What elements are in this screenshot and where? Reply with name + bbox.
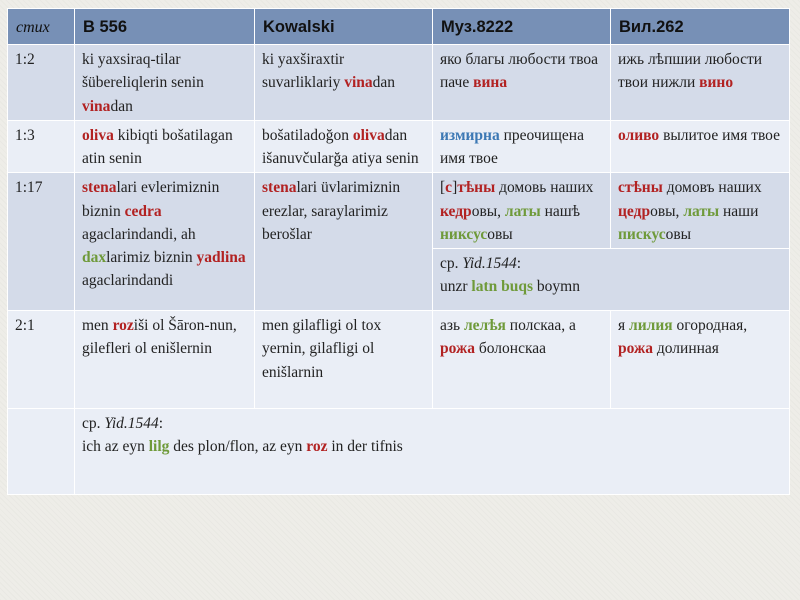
- cell-text: домовь наших: [495, 179, 594, 197]
- cell-text: :: [158, 415, 164, 432]
- muz8222-cell: [433, 311, 611, 409]
- header-vil262: Вил.262: [611, 9, 790, 45]
- cell-text: dan: [110, 97, 133, 115]
- cell-text: овы,: [650, 202, 684, 220]
- vil262-cell: [611, 45, 790, 121]
- cell-text: men gilafligi ol tox yernin, gilafligi ol enišlarnin: [262, 317, 382, 381]
- cell-text: agaclarindandi, ah: [82, 225, 196, 243]
- cell-text: ki yaxširaxtir suvarliklariy: [262, 51, 345, 92]
- cell-text: larimiz biznin: [106, 249, 197, 266]
- cell-text: [: [440, 179, 446, 197]
- cell-text: овы: [487, 225, 513, 243]
- source-ref: Yid.1544: [462, 255, 517, 272]
- cell-text: ср.: [82, 415, 105, 432]
- verse-cell: 2:1: [8, 311, 75, 409]
- cell-text: iši ol Šāron-nun, gilefleri ol enišlernin: [82, 317, 237, 358]
- kowalski-cell: [255, 45, 433, 121]
- highlight-red: вина: [473, 74, 508, 92]
- highlight-green: лилия: [629, 317, 673, 334]
- yiddish-note-cell: [433, 249, 790, 311]
- kowalski-cell: [255, 311, 433, 409]
- cell-text: ich az eyn: [82, 438, 149, 456]
- cell-text: наши: [719, 202, 759, 220]
- cell-text: lari evlerimiznin biznin: [82, 179, 220, 220]
- vil262-cell: [611, 120, 790, 173]
- highlight-red: vina: [344, 74, 373, 92]
- cell-text: dan: [372, 74, 396, 92]
- kowalski-cell: [255, 173, 433, 311]
- highlight-green: dax: [82, 249, 107, 266]
- cell-text: dan išanuvčularğa atiya senin: [262, 126, 419, 167]
- cell-text: agaclarindandi: [82, 272, 174, 290]
- cell-text: овы: [665, 225, 692, 243]
- b556-cell: [75, 311, 255, 409]
- verse-cell: 1:3: [8, 120, 75, 173]
- highlight-green: латы: [683, 202, 720, 220]
- highlight-green: lilg: [148, 438, 170, 456]
- highlight-red: oliva: [352, 126, 385, 144]
- empty-verse-cell: [8, 409, 75, 495]
- table-row: [8, 409, 790, 495]
- table-row: [8, 173, 790, 249]
- highlight-red: roz: [112, 317, 134, 334]
- cell-text: in der tifnis: [327, 438, 403, 456]
- cell-text: долинная: [652, 340, 719, 358]
- cell-text: преочищена имя твое: [440, 126, 584, 167]
- cell-text: овы,: [471, 202, 505, 220]
- highlight-red: цедр: [618, 202, 651, 220]
- cell-text: нашѣ: [540, 202, 581, 220]
- cell-text: men: [82, 317, 113, 334]
- cell-text: boymn: [533, 278, 580, 296]
- header-row: [8, 9, 790, 45]
- yiddish-note-cell: [75, 409, 790, 495]
- highlight-green: latn buqs: [471, 278, 534, 296]
- b556-cell: [75, 173, 255, 311]
- highlight-red: с: [445, 179, 453, 197]
- cell-text: вылитое имя твое: [659, 126, 781, 144]
- highlight-green: лелѣя: [463, 317, 506, 334]
- cell-text: unzr: [440, 278, 472, 296]
- highlight-red: oliva: [82, 126, 114, 144]
- cell-text: :: [516, 255, 522, 272]
- cell-text: des plon/flon, az eyn: [169, 438, 307, 456]
- highlight-red: тѣны: [457, 179, 496, 197]
- comparison-table: [7, 8, 790, 495]
- verse-cell: 1:17: [8, 173, 75, 311]
- cell-text: ki yaxsiraq-tilar šübereliqlerin senin: [82, 51, 204, 92]
- table-row: [8, 311, 790, 409]
- muz8222-cell: [433, 173, 611, 249]
- table-row: [8, 120, 790, 173]
- muz8222-cell: [433, 120, 611, 173]
- cell-text: ср.: [440, 255, 463, 272]
- vil262-cell: [611, 311, 790, 409]
- table-row: [8, 45, 790, 121]
- kowalski-cell: [255, 120, 433, 173]
- cell-text: яко благы любости твоа паче: [440, 51, 599, 92]
- highlight-red: оливо: [618, 126, 660, 144]
- cell-text: bošatiladoğon: [262, 126, 353, 144]
- highlight-green: пискус: [618, 225, 666, 243]
- cell-text: огородная,: [672, 317, 748, 334]
- header-muz8222: Муз.8222: [433, 9, 611, 45]
- cell-text: kibiqti bošatilagan atin senin: [82, 126, 233, 167]
- cell-text: азь: [440, 317, 464, 334]
- source-ref: Yid.1544: [104, 415, 159, 432]
- header-b556: B 556: [75, 9, 255, 45]
- cell-text: полскаа, а: [505, 317, 576, 334]
- highlight-red: стѣны: [618, 179, 663, 197]
- header-kowalski: Kowalski: [255, 9, 433, 45]
- highlight-blue: измирна: [440, 126, 500, 144]
- verse-cell: 1:2: [8, 45, 75, 121]
- cell-text: ]: [452, 179, 458, 197]
- highlight-red: рожа: [618, 340, 653, 358]
- highlight-red: stena: [82, 179, 117, 197]
- highlight-red: cedra: [124, 202, 162, 220]
- highlight-red: stena: [262, 179, 297, 197]
- b556-cell: [75, 45, 255, 121]
- cell-text: домовъ наших: [662, 179, 762, 197]
- highlight-red: roz: [306, 438, 328, 456]
- header-verse: стих: [8, 9, 75, 45]
- cell-text: ижь лѣпшии любости твои нижли: [618, 51, 763, 92]
- cell-text: болонскаа: [474, 340, 547, 358]
- highlight-red: вино: [699, 74, 734, 92]
- highlight-red: кедр: [440, 202, 472, 220]
- cell-text: lari üvlarimiznin erezlar, saraylarimiz berošlar: [262, 179, 401, 243]
- b556-cell: [75, 120, 255, 173]
- vil262-cell: [611, 173, 790, 249]
- highlight-red: vina: [82, 97, 111, 115]
- cell-text: я: [618, 317, 630, 334]
- highlight-green: никсус: [440, 225, 488, 243]
- highlight-red: рожа: [440, 340, 475, 358]
- highlight-green: латы: [504, 202, 541, 220]
- muz8222-cell: [433, 45, 611, 121]
- highlight-red: yadlina: [196, 249, 246, 266]
